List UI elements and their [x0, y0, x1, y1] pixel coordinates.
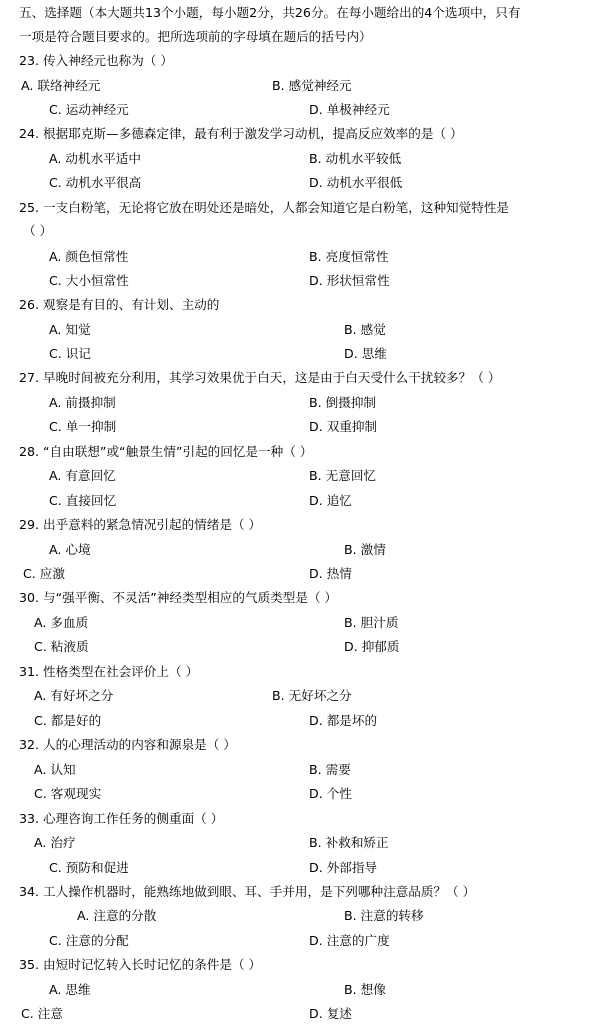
option-c: C. 粘液质	[34, 639, 89, 654]
option-a: A. 认知	[34, 762, 76, 777]
option-b: B. 亮度恒常性	[309, 249, 389, 264]
option-a: A. 有好坏之分	[34, 688, 114, 703]
option-b: B. 补救和矫正	[309, 835, 389, 850]
option-b: B. 胆汁质	[344, 615, 399, 630]
question-stem: 32. 人的心理活动的内容和源泉是（ ）	[19, 737, 236, 752]
question-stem: 31. 性格类型在社会评价上（ ）	[19, 664, 199, 679]
question-stem: 23. 传入神经元也称为（ ）	[19, 53, 173, 68]
option-a: A. 心境	[49, 542, 91, 557]
option-d: D. 个性	[309, 786, 352, 801]
question-stem: 24. 根据耶克斯—多德森定律，最有利于激发学习动机，提高反应效率的是（ ）	[19, 126, 463, 141]
option-b: B. 感觉	[344, 322, 386, 337]
option-a: A. 颜色恒常性	[49, 249, 129, 264]
question-stem: 27. 早晚时间被充分利用，其学习效果优于白天，这是由于白天受什么干扰较多？（ ）	[19, 370, 501, 385]
option-c: C. 客观现实	[34, 786, 102, 801]
option-a: A. 多血质	[34, 615, 89, 630]
option-b: B. 需要	[309, 762, 351, 777]
option-a: A. 注意的分散	[77, 908, 157, 923]
option-a: A. 思维	[49, 982, 91, 997]
option-d: D. 外部指导	[309, 860, 378, 875]
option-c: C. 都是好的	[34, 713, 102, 728]
option-a: A. 知觉	[49, 322, 91, 337]
option-d: D. 思维	[344, 346, 387, 361]
option-d: D. 形状恒常性	[309, 273, 390, 288]
question-stem: 25. 一支白粉笔，无论将它放在明处还是暗处，人都会知道它是白粉笔，这种知觉特性是	[19, 200, 510, 215]
option-a: A. 前摄抑制	[49, 395, 116, 410]
question-stem: 33. 心理咨询工作任务的侧重面（ ）	[19, 811, 224, 826]
option-a: A. 联络神经元	[21, 78, 101, 93]
option-b: B. 倒摄抑制	[309, 395, 377, 410]
question-stem-cont: （ ）	[23, 223, 53, 238]
option-d: D. 复述	[309, 1006, 352, 1021]
option-d: D. 都是坏的	[309, 713, 378, 728]
option-b: B. 感觉神经元	[272, 78, 352, 93]
option-b: B. 注意的转移	[344, 908, 424, 923]
option-b: B. 动机水平较低	[309, 151, 402, 166]
option-b: B. 无意回忆	[309, 468, 377, 483]
option-c: C. 直接回忆	[49, 493, 117, 508]
option-d: D. 注意的广度	[309, 933, 390, 948]
option-d: D. 双重抑制	[309, 419, 378, 434]
question-stem: 29. 出乎意料的紧急情况引起的情绪是（ ）	[19, 517, 262, 532]
option-c: C. 单一抑制	[49, 419, 117, 434]
option-c: C. 大小恒常性	[49, 273, 129, 288]
option-a: A. 治疗	[34, 835, 76, 850]
option-c: C. 识记	[49, 346, 91, 361]
option-c: C. 注意的分配	[49, 933, 129, 948]
section-heading: 五、选择题（本大题共13个小题，每小题2分，共26分。在每小题给出的4个选项中，只有	[19, 5, 521, 20]
question-stem: 30. 与“强平衡、不灵活”神经类型相应的气质类型是（ ）	[19, 590, 338, 605]
question-stem: 34. 工人操作机器时，能熟练地做到眼、耳、手并用，是下列哪种注意品质？（ ）	[19, 884, 476, 899]
option-b: B. 激情	[344, 542, 386, 557]
option-d: D. 动机水平很低	[309, 175, 403, 190]
option-d: D. 追忆	[309, 493, 352, 508]
option-b: B. 想像	[344, 982, 386, 997]
option-c: C. 预防和促进	[49, 860, 129, 875]
option-c: C. 动机水平很高	[49, 175, 142, 190]
option-d: D. 抑郁质	[344, 639, 400, 654]
option-c: C. 运动神经元	[49, 102, 129, 117]
question-stem: 35. 由短时记忆转入长时记忆的条件是（ ）	[19, 957, 262, 972]
option-a: A. 动机水平适中	[49, 151, 141, 166]
option-a: A. 有意回忆	[49, 468, 116, 483]
question-stem: 26. 观察是有目的、有计划、主动的	[19, 297, 220, 312]
question-stem: 28. “自由联想”或“触景生情”引起的回忆是一种（ ）	[19, 444, 313, 459]
section-heading-cont: 一项是符合题目要求的。把所选项前的字母填在题后的括号内）	[19, 29, 372, 44]
option-c: C. 注意	[21, 1006, 63, 1021]
option-b: B. 无好坏之分	[272, 688, 352, 703]
option-d: D. 单极神经元	[309, 102, 390, 117]
option-d: D. 热情	[309, 566, 352, 581]
option-c: C. 应激	[23, 566, 65, 581]
